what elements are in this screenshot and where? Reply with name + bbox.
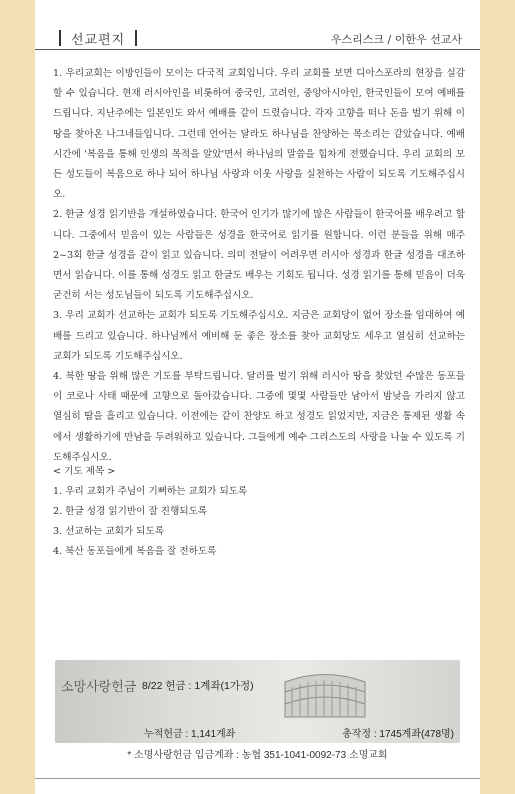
prayer-heading: < 기도 제목 > xyxy=(53,466,116,477)
prayer-list xyxy=(53,462,465,562)
letter-paragraph: 1. 우리교회는 이방인들이 모이는 다국적 교회입니다. 우리 교회를 보면 디아스포라의 현장을 실감할 수 있습니다. 현재 러시아인을 비롯하여 중국인, 고려인, 중앙아시아인, 한국인들이 모여 예배를 드립니다. 지난주에는 일본인도 와서 예배를 같이 드렸습니다. 각자 고향을 떠나 돈을 벌기 위해 이 땅을 찾아온 나그네들입니다. 그런데 언어는 달라도 하나님을 찬양하는 목소리는 같았습니다. 예배시간에 '복음을 통해 인생의 목적을 알았'면서 하나님의 말씀을 힘차게 전했습니다. 우리 교회의 모든 성도들이 복음으로 하나 되어 하나님 사랑과 이웃 사랑을 실천하는 사람이 되도록 기도해주십시오. xyxy=(53,68,465,201)
header-divider xyxy=(135,30,137,46)
header-divider xyxy=(59,30,61,46)
letter-paragraph: 4. 북한 땅을 위해 많은 기도를 부탁드립니다. 달러를 벌기 위해 러시아 땅을 찾았던 수많은 동포들이 코로나 사태 때문에 고향으로 돌아갔습니다. 그중에 몇몇 사람들만 남아서 밤낮을 가리지 않고 열심히 땀을 흘리고 있습니다. 이전에는 같이 찬양도 하고 성경도 읽었지만, 지금은 통제된 생활 속에서 생활하기에 만남을 두려워하고 있습니다. 그들에게 예수 그리스도의 사랑을 나눌 수 있도록 기도해주십시오. xyxy=(53,371,465,463)
prayer-item: 4. 북산 동포들에게 복음을 잘 전하도록 xyxy=(53,546,217,557)
prayer-item: 3. 선교하는 교회가 되도록 xyxy=(53,526,164,537)
account-info: * 소명사랑헌금 입금계좌 : 농협 351-1041-0092-73 소명교회 xyxy=(127,750,388,761)
prayer-item: 2. 한글 성경 읽기반이 잘 진행되도록 xyxy=(53,506,208,517)
letter-paragraph: 3. 우리 교회가 선교하는 교회가 되도록 기도해주십시오. 지금은 교회당이 없어 장소를 임대하여 예배를 드리고 있습니다. 하나님께서 예비해 둔 좋은 장소를 찾아 교회당도 세우고 열심히 선교하는 교회가 되도록 기도해주십시오. xyxy=(53,310,465,362)
footer-rule xyxy=(35,778,480,779)
offering-name: 소망사랑헌금 xyxy=(61,680,137,695)
prayer-item: 1. 우리 교회가 주님이 기뻐하는 교회가 되도록 xyxy=(53,486,248,497)
offering-box xyxy=(55,660,460,743)
offering-pledge-total: 총작정 : 1745계좌(478명) xyxy=(342,729,454,740)
offering-today: 8/22 헌금 : 1계좌(1가정) xyxy=(142,680,254,692)
header-rule xyxy=(35,49,480,50)
letter-body xyxy=(53,64,465,468)
offering-total: 누적헌금 : 1,141계좌 xyxy=(144,729,236,740)
colosseum-illustration xyxy=(280,662,370,722)
page-header xyxy=(35,26,480,50)
letter-paragraph: 2. 한글 성경 읽기반을 개설하였습니다. 한국어 인기가 많기에 많은 사람들이 한국어를 배우려고 합니다. 그중에서 믿음이 있는 사람들은 성경을 한국어로 읽기를 원합니다. 이런 분들을 위해 매주 2~3회 한글 성경을 같이 읽고 있습니다. 의미 전달이 어려우면 러시아 성경과 한글 성경을 대조하면서 읽습니다. 이를 통해 성경도 읽고 한글도 배우는 기회도 됩니다. 성경 읽기를 통해 믿음이 더욱 굳건히 서는 성도님들이 되도록 기도해주십시오. xyxy=(53,209,465,302)
author-line: 우스리스크 / 이한우 선교사 xyxy=(330,33,462,46)
page-title: 선교편지 xyxy=(71,33,126,48)
newsletter-page xyxy=(35,0,480,794)
